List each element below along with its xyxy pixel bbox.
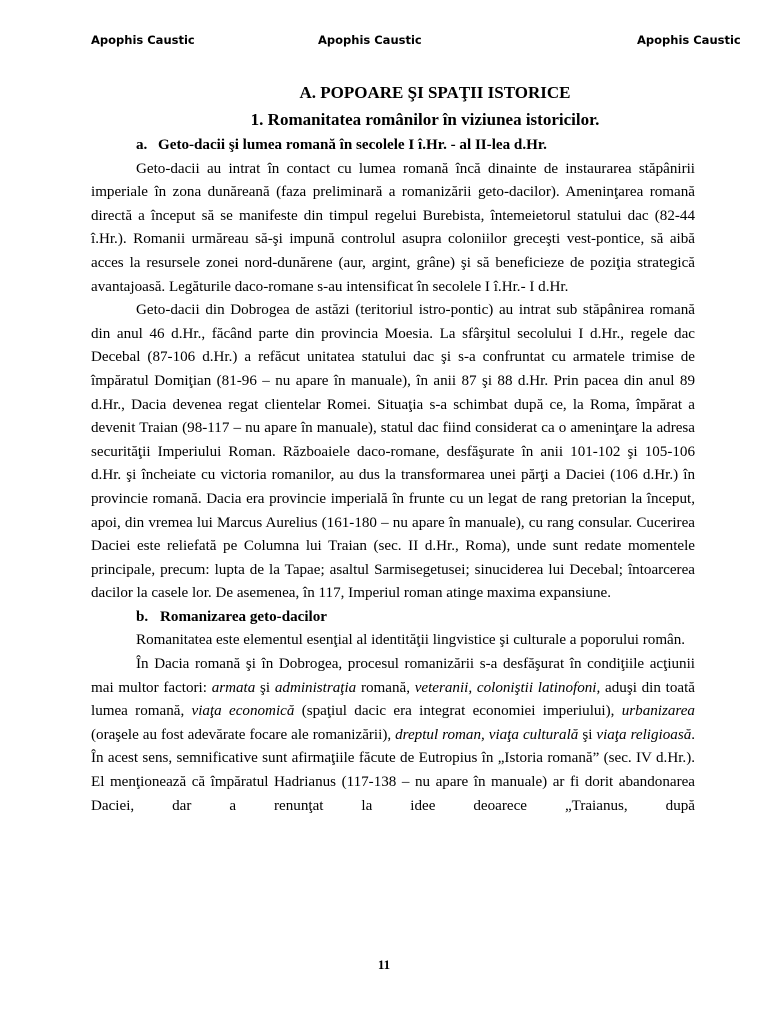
document-body <box>91 82 695 818</box>
chapter-heading: 1. Romanitatea românilor în viziunea istoricilor. <box>250 110 600 129</box>
emphasis: dreptul roman, viaţa culturală <box>395 726 579 743</box>
emphasis: urbanizarea <box>621 703 695 720</box>
text-run: (oraşele au fost adevărate focare ale romanizării), <box>91 726 396 743</box>
paragraph: Geto-dacii au intrat în contact cu lumea romană încă dinainte de instaurarea stăpânirii imperiale în zona dunăreană (faza preliminară a romanizării geto-dacilor). Ameninţarea romană directă a început să se manifeste din timpul regelui Burebista, întemeietorul statului dac (82-44 î.Hr.). Romanii urmăreau să-şi impună controlul asupra coloniilor greceşti vest-pontice, să aibă acces la resursele zonei nord-dunărene (aur, argint, grâne) şi să beneficieze de poziţia strategică avantajoasă. Legăturile daco-romane s-au intensificat în secolele I î.Hr.- I d.Hr. <box>91 160 695 295</box>
emphasis: administraţia <box>274 679 357 696</box>
text-run: romană, <box>356 679 415 696</box>
text-run: În Dacia romană şi în Dobrogea, procesul romanizării s-a desfăşurat în condiţiile acţiunii mai multor factori: <box>91 656 695 696</box>
header-left: Apophis Caustic <box>91 33 195 47</box>
emphasis: viaţa religioasă <box>596 726 692 743</box>
text-run: (spaţiul dacic era integrat economiei imperiului), <box>294 703 622 720</box>
paragraph-romanization-factors <box>91 653 695 818</box>
section-a-label: a. <box>136 137 148 153</box>
paragraph: Romanitatea este elementul esenţial al identităţii lingvistice şi culturale a poporului român. <box>136 632 686 649</box>
text-run: şi <box>255 679 275 696</box>
section-b-heading <box>91 606 695 630</box>
emphasis: armata <box>211 679 256 696</box>
emphasis: viaţa economică <box>191 703 295 720</box>
page-number: 11 <box>377 957 391 972</box>
section-a-heading <box>91 134 695 158</box>
page-header <box>0 33 768 53</box>
header-center: Apophis Caustic <box>318 33 422 47</box>
section-a-title: Geto-dacii şi lumea romană în secolele I î.Hr. - al II-lea d.Hr. <box>158 137 547 153</box>
header-right: Apophis Caustic <box>637 33 741 47</box>
text-run: . În acest sens, semnificative sunt afirmaţiile făcute de Eutropius în „Istoria romană” (sec. IV d.Hr.). El menţionează că împăratul Hadrianus (117-138 – nu apare în manuale) ar fi dorit abandonarea Daciei, dar a renunţat la idee deoarece „Traianus, după <box>91 726 696 814</box>
emphasis: veteranii, coloniştii latinofoni, <box>414 679 601 696</box>
document-title: A. POPOARE ŞI SPAŢII ISTORICE <box>299 83 571 102</box>
paragraph: Geto-dacii din Dobrogea de astăzi (teritoriul istro-pontic) au intrat sub stăpânirea romană din anul 46 d.Hr., făcând parte din provincia Moesia. La sfârşitul secolului I d.Hr., regele dac Decebal (87-106 d.Hr.) a refăcut unitatea statului dac şi s-a confruntat cu armatele trimise de împăratul Domiţian (81-96 – nu apare în manuale), în anii 87 şi 88 d.Hr. Prin pacea din anul 89 d.Hr., Dacia devenea regat clientelar Romei. Situaţia s-a schimbat după ce, la Roma, împărat a devenit Traian (98-117 – nu apare în manuale), statul dac fiind considerat ca o ameninţare la adresa securităţii Imperiului Roman. Războaiele daco-romane, desfăşurate în anii 101-102 şi 105-106 d.Hr. şi încheiate cu victoria romanilor, au dus la transformarea unei părţi a Daciei (106 d.Hr.) în provincie romană. Dacia era provincie imperială în frunte cu un legat de rang pretorian la început, apoi, din vremea lui Marcus Aurelius (161-180 – nu apare în manuale), cu rang consular. Cucerirea Daciei este reliefată pe Columna lui Traian (sec. II d.Hr., Roma), unde sunt redate momentele principale, precum: lupta de la Tapae; asaltul Sarmisegetusei; sinuciderea lui Decebal; întoarcerea dacilor la casele lor. De asemenea, în 117, Imperiul roman atinge maxima expansiune. <box>91 302 695 602</box>
text-run: aduşi din toată lumea romană, <box>91 679 695 720</box>
text-run: şi <box>578 726 597 743</box>
section-b-title: Romanizarea geto-dacilor <box>160 608 327 625</box>
section-b-label: b. <box>136 608 149 625</box>
